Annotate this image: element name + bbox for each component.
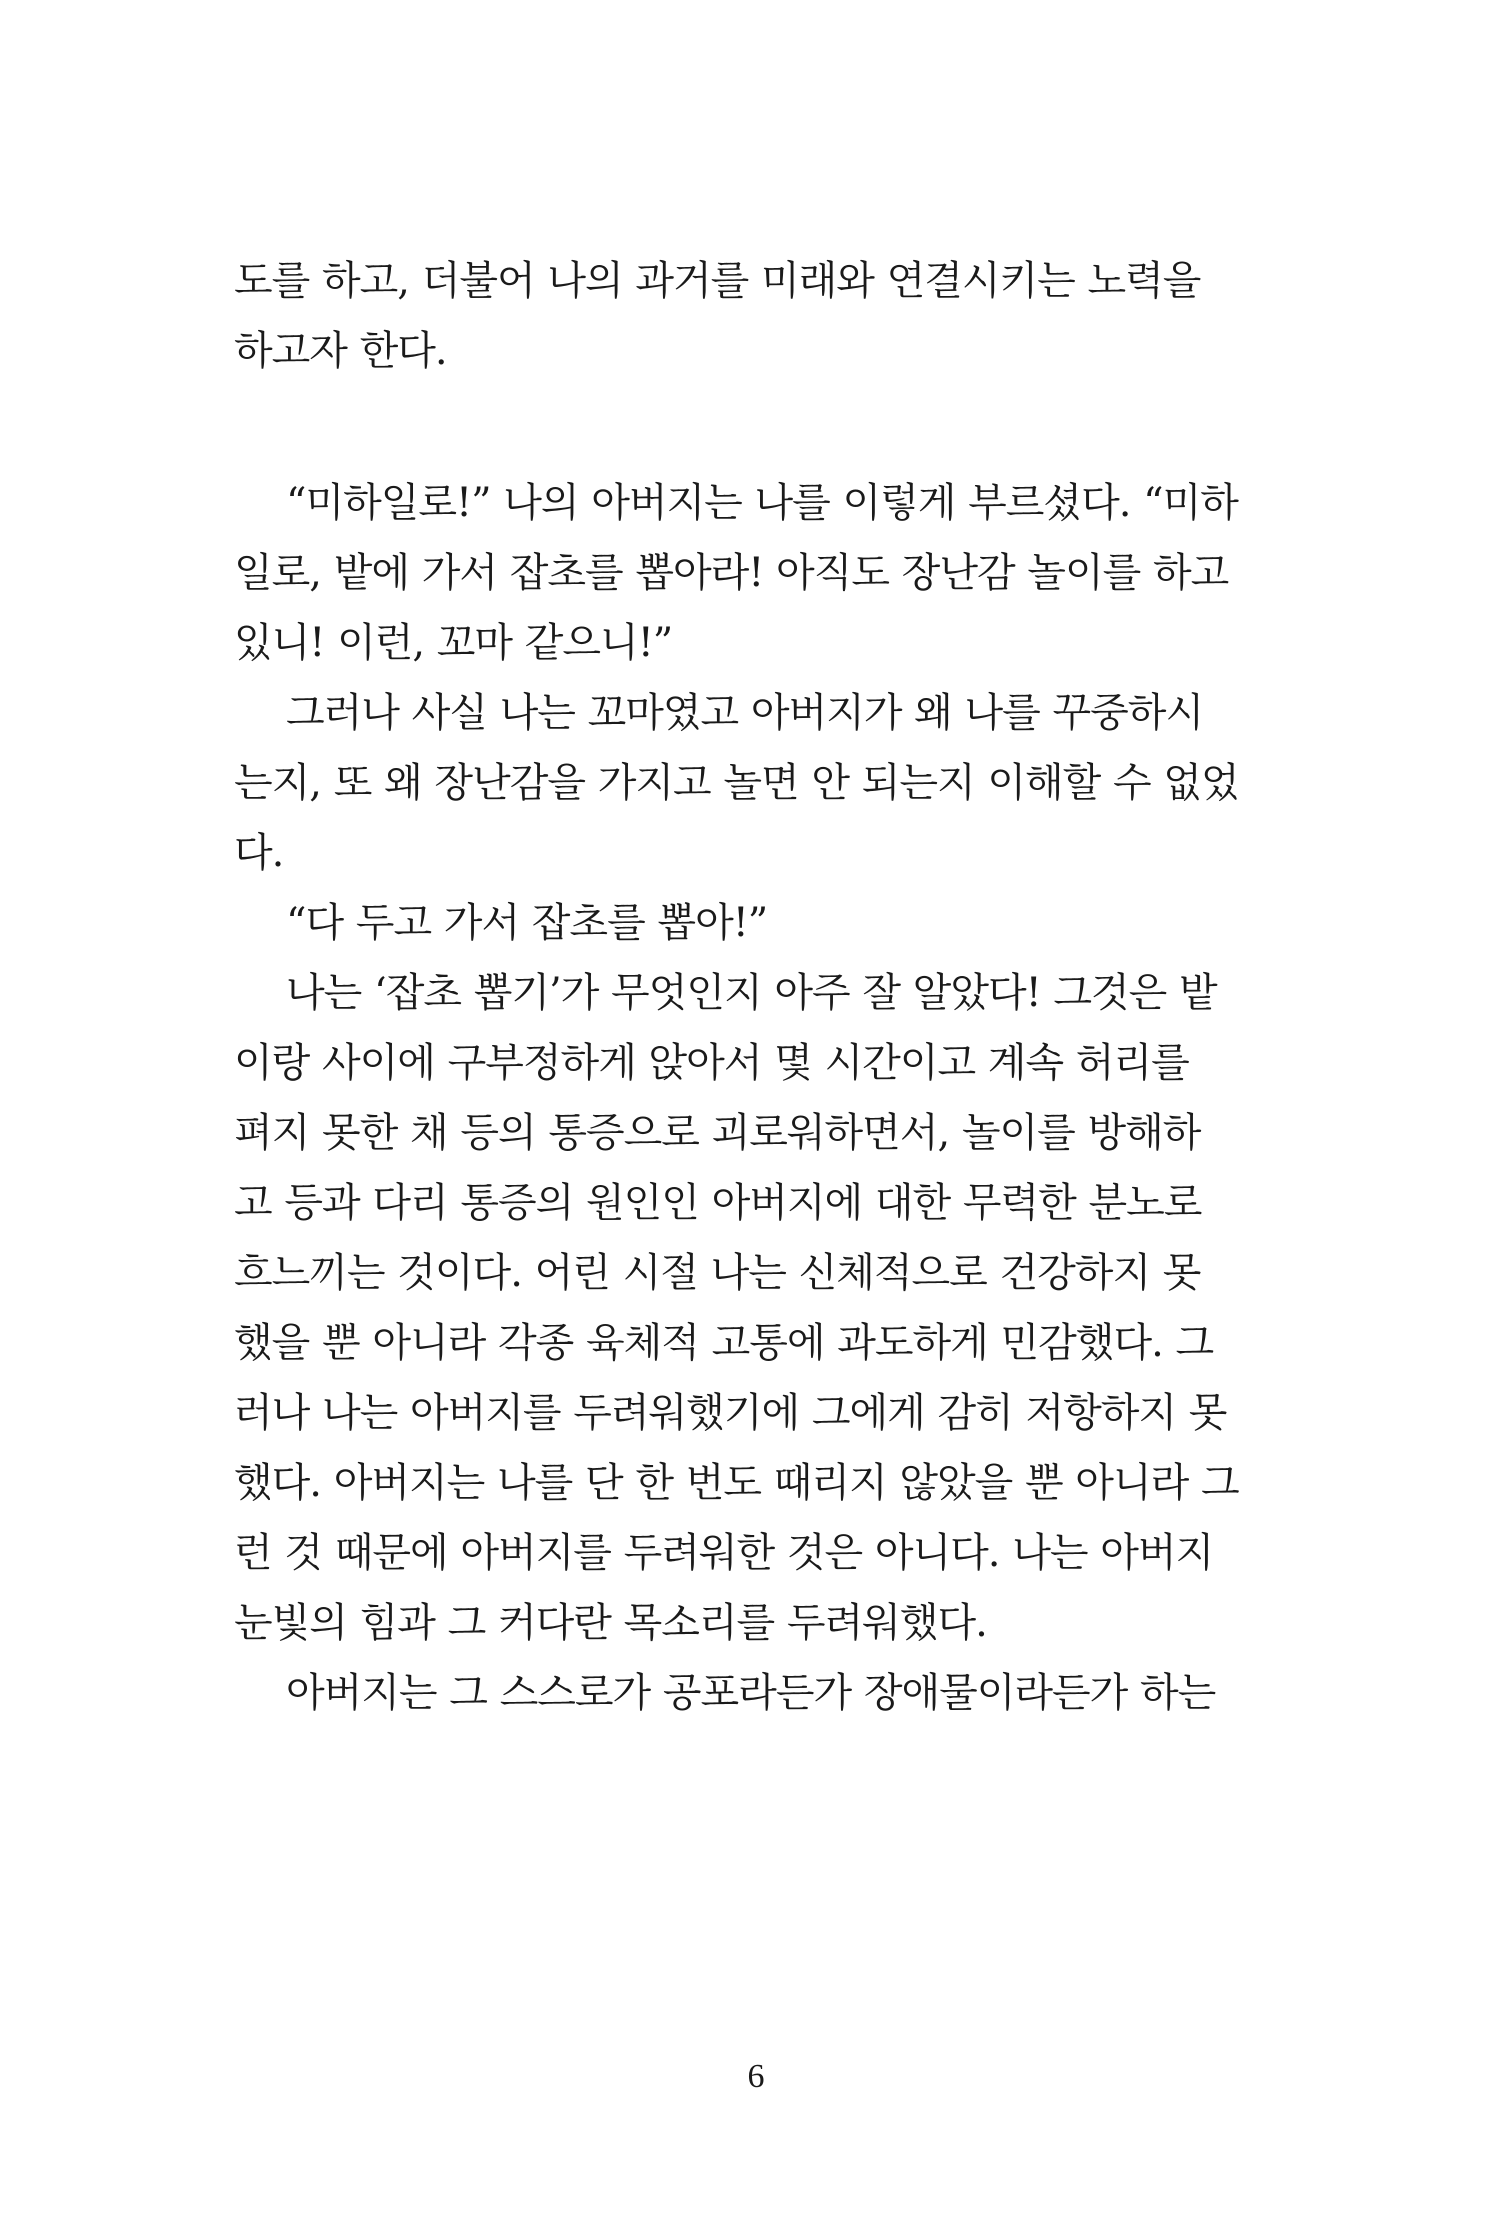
text-line: 눈빛의 힘과 그 커다란 목소리를 두려워했다. [234, 1600, 987, 1646]
text-line: 런 것 때문에 아버지를 두려워한 것은 아니다. 나는 아버지 [234, 1530, 1214, 1576]
text-line: 그러나 사실 나는 꼬마였고 아버지가 왜 나를 꾸중하시 [286, 690, 1204, 736]
text-line: 일로, 밭에 가서 잡초를 뽑아라! 아직도 장난감 놀이를 하고 [234, 550, 1229, 596]
text-line: 하고자 한다. [234, 328, 447, 374]
text-line: 러나 나는 아버지를 두려워했기에 그에게 감히 저항하지 못 [234, 1390, 1227, 1436]
text-line: 했을 뿐 아니라 각종 육체적 고통에 과도하게 민감했다. 그 [234, 1320, 1214, 1366]
text-line: 흐느끼는 것이다. 어린 시절 나는 신체적으로 건강하지 못 [234, 1250, 1201, 1296]
text-line: 나는 ‘잡초 뽑기’가 무엇인지 아주 잘 알았다! 그것은 밭 [286, 970, 1217, 1016]
text-line: 했다. 아버지는 나를 단 한 번도 때리지 않았을 뿐 아니라 그 [234, 1460, 1239, 1506]
text-line: 고 등과 다리 통증의 원인인 아버지에 대한 무력한 분노로 [234, 1180, 1202, 1226]
text-line: 도를 하고, 더불어 나의 과거를 미래와 연결시키는 노력을 [234, 258, 1201, 304]
text-line: 있니! 이런, 꼬마 같으니!” [234, 620, 673, 666]
text-line: 이랑 사이에 구부정하게 앉아서 몇 시간이고 계속 허리를 [234, 1040, 1189, 1086]
text-line: 펴지 못한 채 등의 통증으로 괴로워하면서, 놀이를 방해하 [234, 1110, 1201, 1156]
text-line: “다 두고 가서 잡초를 뽑아!” [286, 900, 768, 946]
text-line: “미하일로!” 나의 아버지는 나를 이렇게 부르셨다. “미하 [286, 480, 1238, 526]
text-line: 는지, 또 왜 장난감을 가지고 놀면 안 되는지 이해할 수 없었 [234, 760, 1239, 806]
text-line: 아버지는 그 스스로가 공포라든가 장애물이라든가 하는 [286, 1670, 1216, 1716]
text-line: 다. [234, 830, 284, 876]
page-number: 6 [747, 2058, 765, 2095]
